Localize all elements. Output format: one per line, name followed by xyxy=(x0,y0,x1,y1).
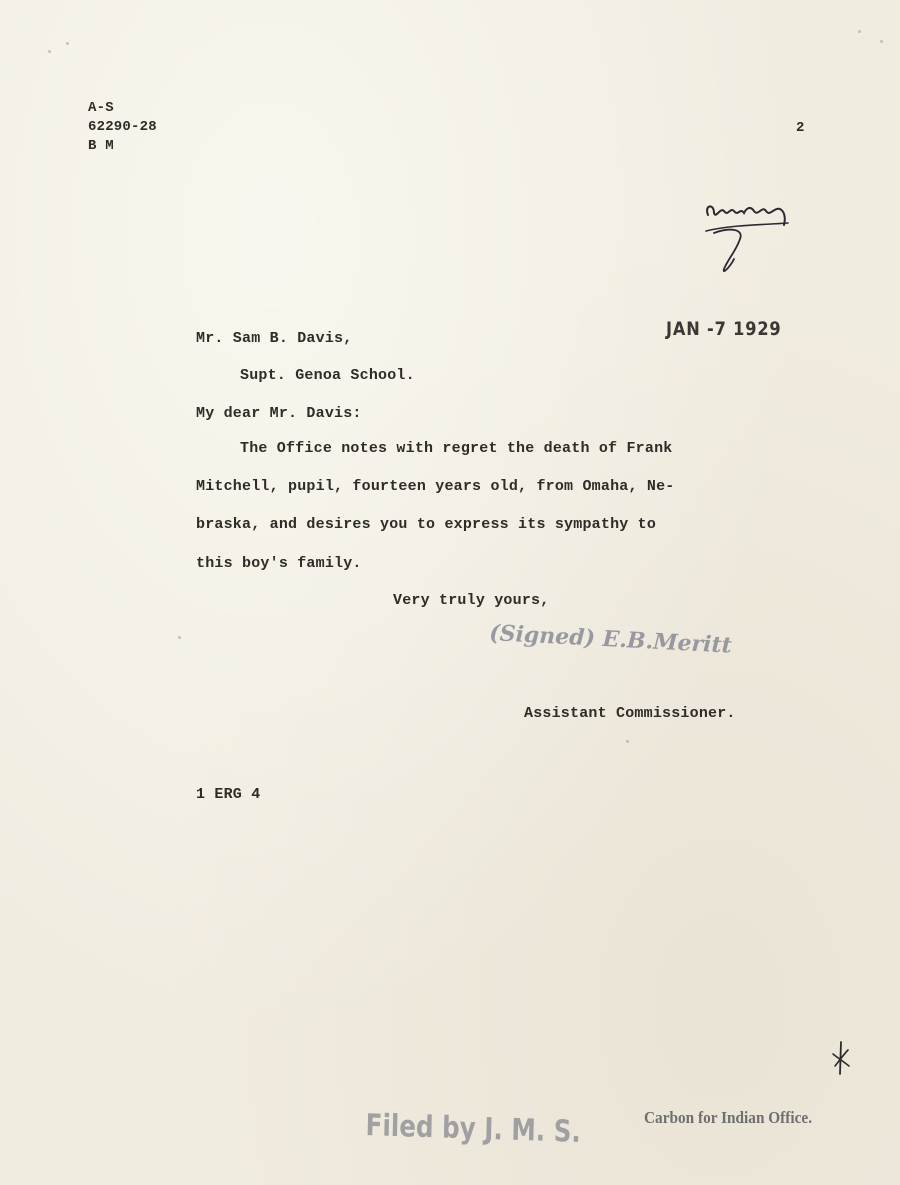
paper-speck xyxy=(880,40,883,43)
addressee-title: Supt. Genoa School. xyxy=(240,367,415,384)
paper-speck xyxy=(858,30,861,33)
filed-stamp: Filed by J. M. S. xyxy=(365,1108,582,1150)
page-number: 2 xyxy=(796,120,805,136)
handwritten-initials-signature xyxy=(700,195,795,275)
body-line-2: Mitchell, pupil, fourteen years old, from Omaha, Ne- xyxy=(196,478,675,495)
addressee-name: Mr. Sam B. Davis, xyxy=(196,330,353,347)
salutation: My dear Mr. Davis: xyxy=(196,405,362,422)
paper-speck xyxy=(48,50,51,53)
paper-speck xyxy=(626,740,629,743)
body-line-1: The Office notes with regret the death of Frank xyxy=(240,440,673,457)
reference-line-1: A-S xyxy=(88,100,114,116)
enclosure-code: 1 ERG 4 xyxy=(196,786,261,803)
reference-line-2: 62290-28 xyxy=(88,119,157,135)
closing: Very truly yours, xyxy=(393,592,550,609)
body-line-3: braska, and desires you to express its sympathy to xyxy=(196,516,657,533)
paper-speck xyxy=(178,636,181,639)
signer-title: Assistant Commissioner. xyxy=(524,705,736,722)
paper-speck xyxy=(66,42,69,45)
date-stamp: JAN -7 1929 xyxy=(666,318,782,340)
carbon-copy-stamp: Carbon for Indian Office. xyxy=(644,1108,813,1127)
handwritten-star-mark xyxy=(830,1040,852,1076)
reference-line-3: B M xyxy=(88,138,114,154)
signature-stamp: (Signed) E.B.Meritt xyxy=(488,620,733,659)
body-line-4: this boy's family. xyxy=(196,555,362,572)
